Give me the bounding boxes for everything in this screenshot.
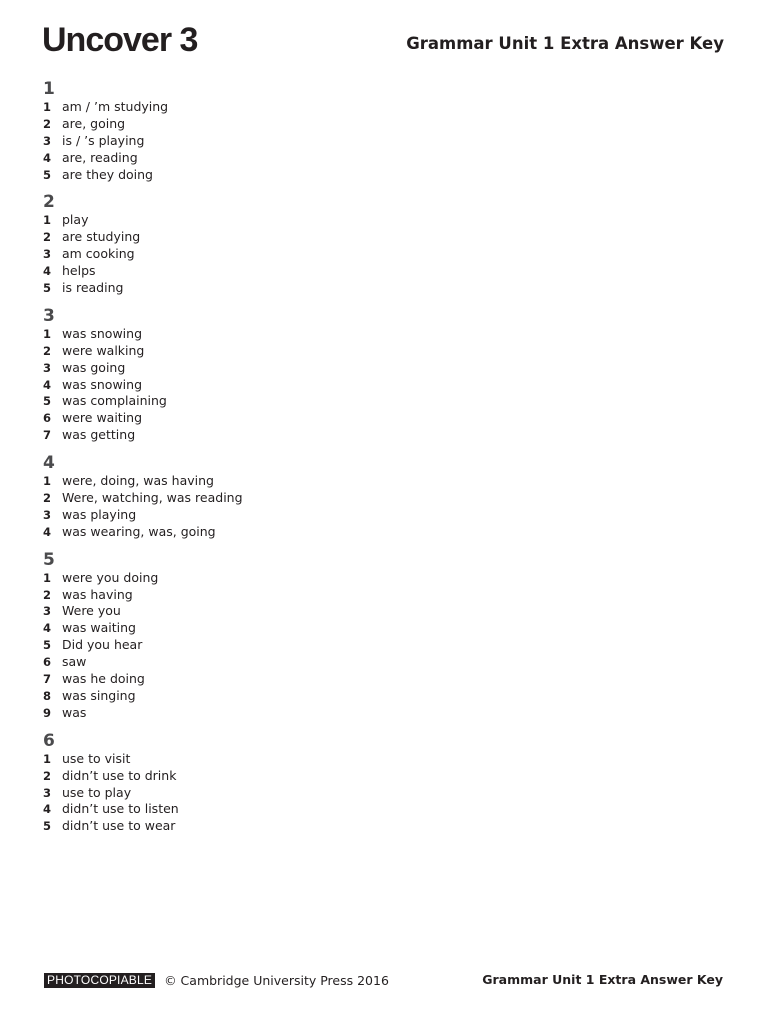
answer-text: Did you hear (62, 637, 143, 653)
answer-text: was snowing (62, 325, 143, 341)
answer-text: was complaining (62, 393, 167, 409)
answer-text: was going (62, 359, 126, 375)
answer-item (43, 116, 443, 133)
answer-number: 4 (43, 150, 52, 165)
exercise-section (43, 453, 443, 541)
answer-item (43, 343, 443, 360)
footer-left (44, 973, 389, 988)
answer-number: 7 (43, 428, 52, 443)
exercise-section (43, 731, 443, 835)
exercise-number: 2 (43, 192, 55, 213)
answer-item (43, 768, 443, 785)
answer-item (43, 654, 443, 671)
answer-number: 7 (43, 672, 52, 687)
answer-item (43, 377, 443, 394)
answer-number: 2 (43, 230, 52, 245)
answer-number: 4 (43, 524, 52, 539)
answer-text: are, going (62, 115, 126, 131)
answer-item (43, 473, 443, 490)
answer-number: 1 (43, 326, 52, 341)
answer-item (43, 705, 443, 722)
answer-number: 3 (43, 785, 52, 800)
answer-number: 9 (43, 705, 52, 720)
answer-text: are, reading (62, 149, 138, 165)
answer-text: didn’t use to wear (62, 818, 176, 834)
exercise-number: 6 (43, 730, 55, 751)
answer-text: is reading (62, 280, 124, 296)
answer-item (43, 427, 443, 444)
answer-item (43, 133, 443, 150)
answer-number: 2 (43, 491, 52, 506)
answer-number: 2 (43, 768, 52, 783)
answer-text: are studying (62, 229, 141, 245)
exercise-number: 3 (43, 305, 55, 326)
answer-number: 1 (43, 213, 52, 228)
answer-text: was having (62, 586, 133, 602)
answer-text: was playing (62, 506, 137, 522)
answer-item (43, 229, 443, 246)
answer-number: 5 (43, 819, 52, 834)
answer-number: 5 (43, 638, 52, 653)
answer-text: was singing (62, 687, 136, 703)
answer-text: was he doing (62, 671, 145, 687)
answer-text: didn’t use to listen (62, 801, 179, 817)
answer-item (43, 326, 443, 343)
answer-number: 3 (43, 604, 52, 619)
exercise-number: 5 (43, 549, 55, 570)
answer-number: 1 (43, 474, 52, 489)
answer-text: play (62, 212, 89, 228)
answer-item (43, 167, 443, 184)
answer-item (43, 637, 443, 654)
answer-text: is / ’s playing (62, 132, 145, 148)
answer-item (43, 603, 443, 620)
answer-text: am cooking (62, 246, 135, 262)
answer-number: 3 (43, 507, 52, 522)
answer-text: helps (62, 263, 96, 279)
brand-logo: Uncover 3 (42, 21, 198, 59)
answer-number: 3 (43, 133, 52, 148)
answer-item (43, 507, 443, 524)
answer-number: 2 (43, 343, 52, 358)
answer-item (43, 99, 443, 116)
answer-text: were you doing (62, 569, 159, 585)
answer-text: use to visit (62, 750, 131, 766)
answer-text: were waiting (62, 410, 143, 426)
answer-text: didn’t use to drink (62, 767, 177, 783)
answer-item (43, 212, 443, 229)
answer-number: 1 (43, 570, 52, 585)
answer-number: 3 (43, 247, 52, 262)
answer-number: 5 (43, 167, 52, 182)
answer-text: are they doing (62, 166, 153, 182)
answer-number: 8 (43, 688, 52, 703)
answer-text: was (62, 704, 87, 720)
exercise-section (43, 550, 443, 722)
answer-text: was waiting (62, 620, 136, 636)
answer-number: 6 (43, 655, 52, 670)
answer-text: was getting (62, 427, 136, 443)
answer-item (43, 818, 443, 835)
answer-item (43, 360, 443, 377)
answer-item (43, 801, 443, 818)
copyright-text: © Cambridge University Press 2016 (164, 973, 389, 988)
photocopiable-badge: PHOTOCOPIABLE (44, 973, 155, 988)
exercise-section (43, 192, 443, 296)
answer-text: was snowing (62, 376, 143, 392)
answer-number: 2 (43, 587, 52, 602)
answer-text: was wearing, was, going (62, 523, 216, 539)
answer-text: were, doing, was having (62, 473, 214, 489)
answer-text: Were you (62, 603, 121, 619)
answer-item (43, 570, 443, 587)
answer-text: were walking (62, 342, 145, 358)
answer-item (43, 410, 443, 427)
answer-item (43, 785, 443, 802)
exercise-number: 1 (43, 79, 55, 99)
answer-text: Were, watching, was reading (62, 490, 243, 506)
answer-item (43, 490, 443, 507)
answer-number: 4 (43, 377, 52, 392)
answer-text: am / ’m studying (62, 99, 169, 114)
answer-item (43, 263, 443, 280)
answer-item (43, 671, 443, 688)
footer-title: Grammar Unit 1 Extra Answer Key (482, 972, 723, 987)
answer-item (43, 524, 443, 541)
answer-text: saw (62, 654, 87, 670)
answer-number: 2 (43, 116, 52, 131)
answer-number: 5 (43, 394, 52, 409)
answer-number: 5 (43, 281, 52, 296)
answer-item (43, 280, 443, 297)
answer-item (43, 587, 443, 604)
answer-item (43, 751, 443, 768)
answer-text: use to play (62, 784, 132, 800)
answer-item (43, 246, 443, 263)
exercise-section (43, 79, 443, 183)
answer-item (43, 393, 443, 410)
answer-number: 4 (43, 264, 52, 279)
answer-number: 3 (43, 360, 52, 375)
answer-item (43, 620, 443, 637)
answer-number: 6 (43, 411, 52, 426)
answer-item (43, 688, 443, 705)
answer-sections (43, 79, 443, 844)
answer-number: 1 (43, 100, 52, 114)
exercise-section (43, 306, 443, 444)
exercise-number: 4 (43, 453, 55, 474)
answer-item (43, 150, 443, 167)
answer-number: 4 (43, 802, 52, 817)
document-title: Grammar Unit 1 Extra Answer Key (406, 34, 724, 53)
answer-number: 4 (43, 621, 52, 636)
answer-number: 1 (43, 751, 52, 766)
